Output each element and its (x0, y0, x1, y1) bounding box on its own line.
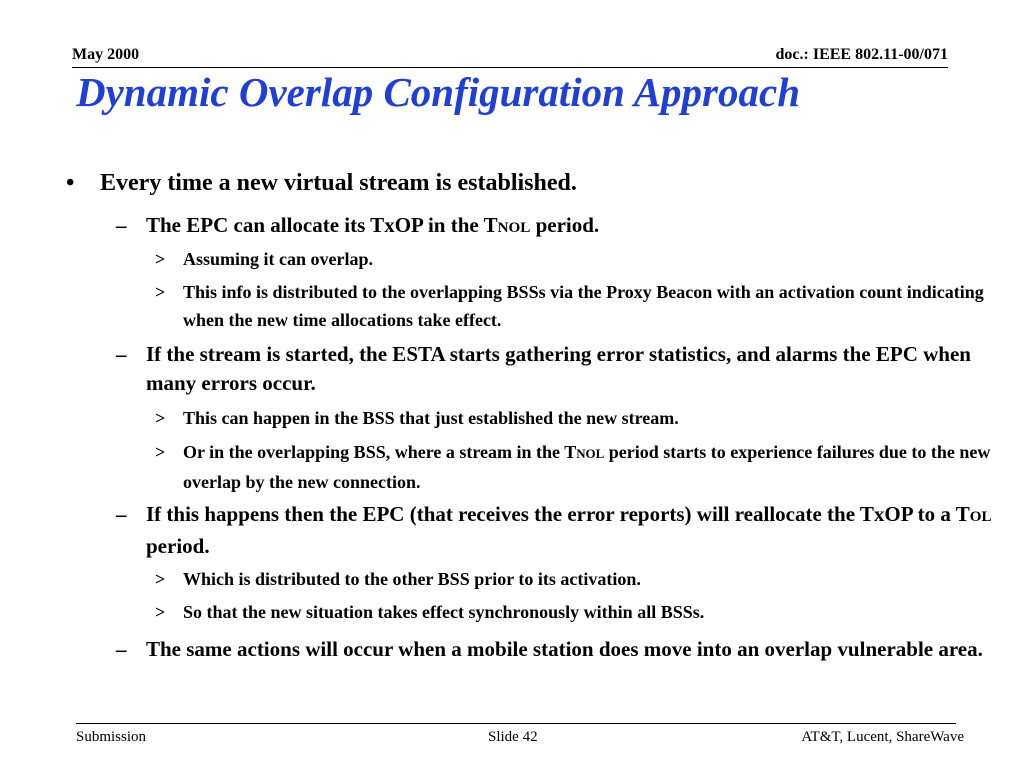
sub-bullet-4 (116, 635, 996, 664)
bullet-1 (66, 170, 577, 197)
sub-sub-bullet-text: This can happen in the BSS that just established the new stream. (183, 408, 679, 428)
footer-submission: Submission (76, 729, 147, 745)
sub-sub-bullet-text: This info is distributed to the overlapping BSSs via the Proxy Beacon with an activation count indicating when the new time allocations take effect. (183, 282, 984, 330)
sub-sub-bullet-text: So that the new situation takes effect synchronously within all BSSs. (183, 602, 705, 622)
bullet-marker: • (66, 170, 75, 196)
sub-sub-bullet-3b (155, 598, 993, 626)
chevron-marker: > (155, 602, 166, 622)
chevron-marker: > (155, 408, 166, 428)
sub-bullet-2 (116, 340, 996, 398)
footer-rule (76, 723, 956, 724)
sub-sub-bullet-3a (155, 565, 993, 593)
dash-marker: – (116, 213, 127, 237)
dash-marker: – (116, 637, 127, 661)
sub-bullet-text-end: period. (530, 213, 600, 237)
sub-sub-bullet-1b (155, 278, 993, 334)
sub-bullet-text: The same actions will occur when a mobile station does move into an overlap vulnerable area. (146, 637, 983, 661)
sub-bullet-text: If the stream is started, the ESTA starts gathering error statistics, and alarms the EPC when many errors occur. (146, 342, 971, 395)
sub-bullet-text: If this happens then the EPC (that receives the error reports) will reallocate the TxOP to a T (146, 502, 970, 526)
sub-bullet-3 (116, 500, 996, 561)
subscript-text: NOL (576, 446, 605, 461)
sub-sub-bullet-2b (155, 438, 993, 496)
dash-marker: – (116, 502, 127, 526)
dash-marker: – (116, 342, 127, 366)
chevron-marker: > (155, 282, 166, 302)
sub-bullet-text-end: period. (146, 534, 210, 558)
sub-sub-bullet-text: Which is distributed to the other BSS prior to its activation. (183, 569, 641, 589)
sub-sub-bullet-text: Assuming it can overlap. (183, 249, 374, 269)
footer-authors: AT&T, Lucent, ShareWave (801, 729, 964, 745)
bullet-text: Every time a new virtual stream is established. (100, 170, 577, 196)
chevron-marker: > (155, 249, 166, 269)
sub-sub-bullet-text-end: period starts to experience failures due to the new overlap by the new connection. (183, 442, 991, 492)
chevron-marker: > (155, 569, 166, 589)
chevron-marker: > (155, 442, 166, 462)
header-doc-id: doc.: IEEE 802.11-00/071 (775, 46, 948, 63)
header-date: May 2000 (72, 46, 140, 63)
sub-bullet-1 (116, 211, 996, 243)
subscript-text: OL (969, 509, 992, 525)
sub-sub-bullet-2a (155, 404, 993, 432)
sub-sub-bullet-1a (155, 245, 993, 273)
slide-title: Dynamic Overlap Configuration Approach (76, 69, 801, 115)
footer-slide-number: Slide 42 (488, 729, 538, 745)
subscript-text: NOL (497, 220, 531, 236)
sub-sub-bullet-text: Or in the overlapping BSS, where a stream in the T (183, 442, 577, 462)
sub-bullet-text: The EPC can allocate its TxOP in the T (146, 213, 498, 237)
